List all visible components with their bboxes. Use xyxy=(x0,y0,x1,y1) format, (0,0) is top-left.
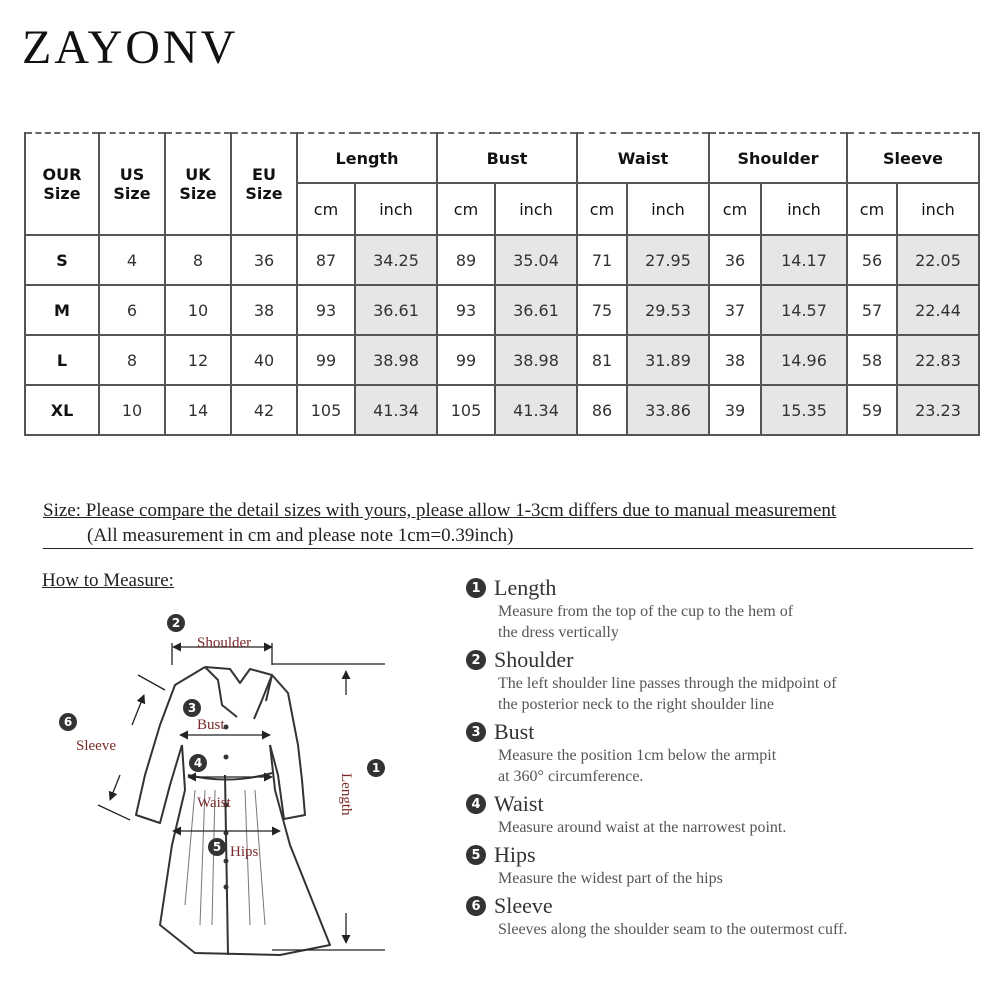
measure-item xyxy=(466,842,966,889)
table-cell: 58 xyxy=(847,335,897,385)
group-bust: Bust xyxy=(437,133,577,183)
size-label-cell: M xyxy=(25,285,99,335)
diagram-num-1: 1 xyxy=(371,761,381,775)
table-cell: 57 xyxy=(847,285,897,335)
size-label-cell: XL xyxy=(25,385,99,435)
table-cell: 22.83 xyxy=(897,335,979,385)
group-shoulder: Shoulder xyxy=(709,133,847,183)
measure-description: The left shoulder line passes through the midpoint of the posterior neck to the right shoulder line xyxy=(498,675,837,713)
measure-number-badge: 1 xyxy=(466,578,486,598)
table-cell: 38.98 xyxy=(495,335,577,385)
table-cell: 10 xyxy=(99,385,165,435)
table-cell: 93 xyxy=(437,285,495,335)
table-cell: 29.53 xyxy=(627,285,709,335)
group-sleeve: Sleeve xyxy=(847,133,979,183)
table-cell: 8 xyxy=(99,335,165,385)
label-shoulder: Shoulder xyxy=(197,635,252,651)
diagram-num-6: 6 xyxy=(63,715,73,729)
measure-heading xyxy=(466,842,966,868)
measure-heading xyxy=(466,791,966,817)
table-cell: 39 xyxy=(709,385,761,435)
measure-item xyxy=(466,791,966,838)
diagram-num-5: 5 xyxy=(212,840,222,854)
table-cell: 14.57 xyxy=(761,285,847,335)
brand-logo: ZAYONV xyxy=(22,21,239,74)
group-length: Length xyxy=(297,133,437,183)
table-cell: 36.61 xyxy=(355,285,437,335)
table-cell: 38 xyxy=(709,335,761,385)
label-waist: Waist xyxy=(197,795,231,811)
unit-inch: inch xyxy=(897,183,979,235)
table-cell: 36.61 xyxy=(495,285,577,335)
table-cell: 14 xyxy=(165,385,231,435)
table-row xyxy=(25,235,979,285)
unit-cm: cm xyxy=(847,183,897,235)
table-cell: 38 xyxy=(231,285,297,335)
unit-inch: inch xyxy=(355,183,437,235)
label-length: Length xyxy=(338,773,354,816)
measure-heading xyxy=(466,575,966,601)
label-hips: Hips xyxy=(230,844,259,860)
measure-title: Sleeve xyxy=(494,893,553,918)
measure-item xyxy=(466,719,966,787)
group-waist: Waist xyxy=(577,133,709,183)
table-cell: 105 xyxy=(297,385,355,435)
unit-cm: cm xyxy=(709,183,761,235)
col-eu-size: EU Size xyxy=(231,133,297,235)
measure-item xyxy=(466,647,966,715)
measure-description: Measure from the top of the cup to the hem of the dress vertically xyxy=(498,603,794,641)
table-cell: 34.25 xyxy=(355,235,437,285)
size-label-cell: S xyxy=(25,235,99,285)
unit-inch: inch xyxy=(495,183,577,235)
table-cell: 99 xyxy=(297,335,355,385)
table-cell: 41.34 xyxy=(355,385,437,435)
measure-number-badge: 3 xyxy=(466,722,486,742)
measure-heading xyxy=(466,893,966,919)
size-note: Size: Please compare the detail sizes with yours, please allow 1-3cm differs due to manual measurement xyxy=(43,500,837,521)
col-our-size: OUR Size xyxy=(25,133,99,235)
table-cell: 35.04 xyxy=(495,235,577,285)
table-cell: 40 xyxy=(231,335,297,385)
col-uk-size: UK Size xyxy=(165,133,231,235)
table-cell: 71 xyxy=(577,235,627,285)
unit-cm: cm xyxy=(577,183,627,235)
table-cell: 14.96 xyxy=(761,335,847,385)
measure-description: Measure the position 1cm below the armpit at 360° circumference. xyxy=(498,747,777,785)
table-cell: 8 xyxy=(165,235,231,285)
table-cell: 41.34 xyxy=(495,385,577,435)
unit-cm: cm xyxy=(297,183,355,235)
table-cell: 93 xyxy=(297,285,355,335)
table-cell: 105 xyxy=(437,385,495,435)
label-bust: Bust xyxy=(197,717,225,733)
table-cell: 42 xyxy=(231,385,297,435)
size-label-cell: L xyxy=(25,335,99,385)
diagram-num-3: 3 xyxy=(187,701,197,715)
table-cell: 89 xyxy=(437,235,495,285)
measure-title: Shoulder xyxy=(494,647,574,672)
table-cell: 56 xyxy=(847,235,897,285)
table-cell: 86 xyxy=(577,385,627,435)
table-cell: 87 xyxy=(297,235,355,285)
table-row xyxy=(25,335,979,385)
table-cell: 36 xyxy=(231,235,297,285)
table-cell: 6 xyxy=(99,285,165,335)
measure-number-badge: 2 xyxy=(466,650,486,670)
measure-number-badge: 4 xyxy=(466,794,486,814)
unit-inch: inch xyxy=(627,183,709,235)
measurement-guide xyxy=(466,575,966,944)
dress-measurement-diagram xyxy=(40,605,390,965)
table-cell: 22.44 xyxy=(897,285,979,335)
measure-number-badge: 5 xyxy=(466,845,486,865)
table-cell: 10 xyxy=(165,285,231,335)
measure-item xyxy=(466,893,966,940)
measure-title: Hips xyxy=(494,842,536,867)
table-cell: 22.05 xyxy=(897,235,979,285)
table-cell: 31.89 xyxy=(627,335,709,385)
label-sleeve: Sleeve xyxy=(76,738,116,754)
col-us-size: US Size xyxy=(99,133,165,235)
measure-title: Waist xyxy=(494,791,544,816)
table-cell: 99 xyxy=(437,335,495,385)
measure-heading xyxy=(466,647,966,673)
measure-title: Bust xyxy=(494,719,535,744)
table-cell: 23.23 xyxy=(897,385,979,435)
diagram-num-2: 2 xyxy=(171,616,181,630)
measure-description: Measure the widest part of the hips xyxy=(498,870,723,887)
measurement-note: (All measurement in cm and please note 1cm=0.39inch) xyxy=(43,525,973,549)
table-cell: 15.35 xyxy=(761,385,847,435)
table-row xyxy=(25,285,979,335)
table-cell: 14.17 xyxy=(761,235,847,285)
unit-inch: inch xyxy=(761,183,847,235)
measure-description: Sleeves along the shoulder seam to the outermost cuff. xyxy=(498,921,848,938)
dress-outline xyxy=(136,667,330,955)
table-cell: 75 xyxy=(577,285,627,335)
table-cell: 4 xyxy=(99,235,165,285)
measure-description: Measure around waist at the narrowest point. xyxy=(498,819,787,836)
table-cell: 81 xyxy=(577,335,627,385)
table-cell: 33.86 xyxy=(627,385,709,435)
measure-title: Length xyxy=(494,575,557,600)
table-cell: 36 xyxy=(709,235,761,285)
table-cell: 27.95 xyxy=(627,235,709,285)
table-cell: 37 xyxy=(709,285,761,335)
how-to-measure-heading: How to Measure: xyxy=(42,570,174,591)
table-cell: 38.98 xyxy=(355,335,437,385)
table-cell: 59 xyxy=(847,385,897,435)
size-chart-table xyxy=(24,132,980,436)
table-row xyxy=(25,385,979,435)
unit-cm: cm xyxy=(437,183,495,235)
diagram-num-4: 4 xyxy=(193,756,203,770)
table-cell: 12 xyxy=(165,335,231,385)
measure-number-badge: 6 xyxy=(466,896,486,916)
measure-heading xyxy=(466,719,966,745)
measure-item xyxy=(466,575,966,643)
